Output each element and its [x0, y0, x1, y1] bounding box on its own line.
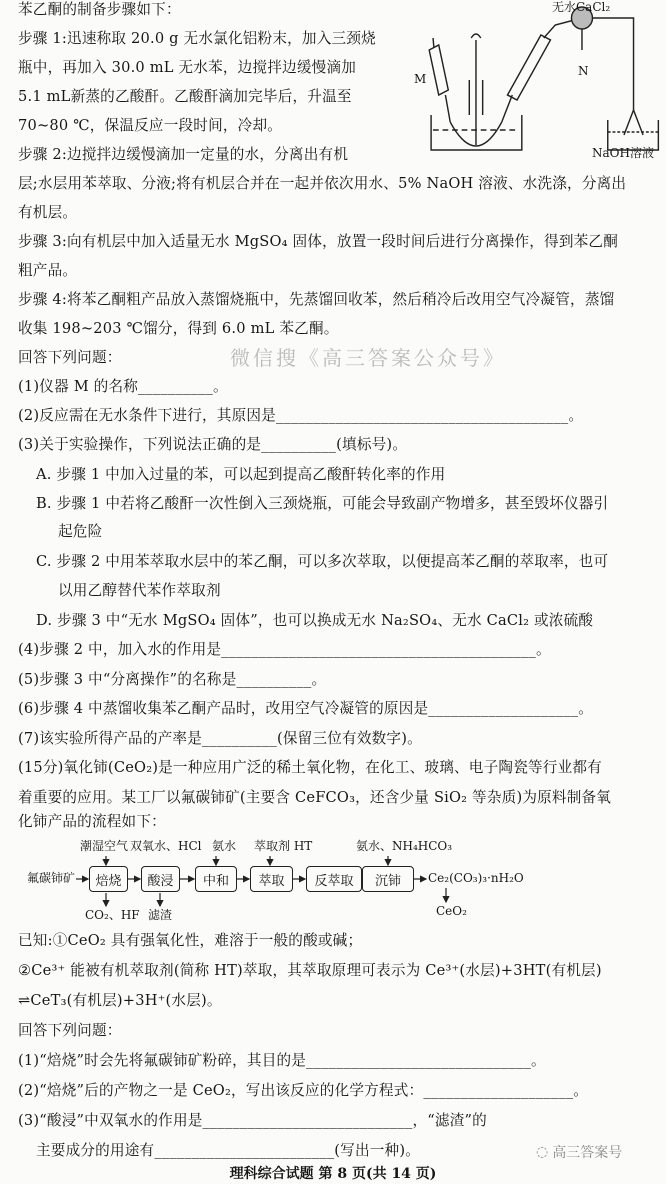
text-line: 步骤 4:将苯乙酮粗产品放入蒸馏烧瓶中，先蒸馏回收苯，然后稍冷后改用空气冷凝管，蒸馏 [18, 291, 615, 308]
text-line: 步骤 3:向有机层中加入适量无水 MgSO₄ 固体，放置一段时间后进行分离操作，得到苯乙酮 [18, 233, 619, 250]
flow-input: 氟碳铈矿 [27, 871, 76, 885]
text-line: 着重要的应用。某工厂以氟碳铈矿(主要含 CeFCO₃，还含少量 SiO₂ 等杂质)为原料制备氧 [18, 789, 612, 806]
apparatus-drawing-icon [412, 0, 666, 160]
text-line: (1)“焙烧”时会先将氟碳铈矿粉碎，其目的是______________________________。 [18, 1052, 546, 1069]
beaker-label: NaOH溶液 [592, 146, 654, 160]
text-line: (5)步骤 3 中“分离操作”的名称是__________。 [18, 671, 327, 688]
text-line: (1)仪器 M 的名称__________。 [18, 378, 228, 395]
text-line: (2)反应需在无水条件下进行，其原因是_______________________________________。 [18, 407, 584, 424]
answer-option-line: B. 步骤 1 中若将乙酸酐一次性倒入三颈烧瓶，可能会导致副产物增多，甚至毁坏仪器引 [36, 495, 609, 512]
text-line: 回答下列问题： [18, 349, 122, 366]
wechat-icon: ◌ [536, 1144, 549, 1160]
flow-step-acid-leaching: 酸浸 [141, 866, 180, 892]
text-line: 已知:①CeO₂ 具有强氧化性，难溶于一般的酸或碱； [18, 932, 363, 949]
label-n: N [578, 64, 589, 78]
answer-option-line: 以用乙醇替代苯作萃取剂 [58, 582, 221, 599]
flow-step-back-extraction: 反萃取 [306, 866, 362, 892]
text-line: (15分)氧化铈(CeO₂)是一种应用广泛的稀土氧化物，在化工、玻璃、电子陶瓷等行业都有 [18, 759, 602, 776]
text-line: 主要成分的用途有________________________(写出一种)。 [36, 1142, 421, 1159]
reagent-roasting: 潮湿空气 [80, 839, 129, 853]
text-line: (3)关于实验操作，下列说法正确的是__________(填标号)。 [18, 436, 408, 453]
text-line: 苯乙酮的制备步骤如下： [18, 1, 181, 18]
logo-text: 高三答案号 [552, 1145, 623, 1161]
flow-final-product: CeO₂ [436, 904, 467, 918]
text-line: ⇌CeT₃(有机层)+3H⁺(水层)。 [18, 992, 222, 1009]
label-m: M [414, 72, 427, 86]
reagent-extraction: 萃取剂 HT [254, 839, 313, 853]
text-line: 层;水层用苯萃取、分液;将有机层合并在一起并依次用水、5% NaOH 溶液、水洗涤，分离出 [18, 175, 627, 192]
text-line: 收集 198~203 ℃馏分，得到 6.0 mL 苯乙酮。 [18, 320, 339, 337]
text-line: 5.1 mL新蒸的乙酸酐。乙酸酐滴加完毕后，升温至 [18, 88, 352, 105]
byproduct-roasting: CO₂、HF [85, 908, 140, 922]
flow-step-roasting: 焙烧 [89, 866, 128, 892]
text-line: 步骤 1:迅速称取 20.0 g 无水氯化铝粉末，加入三颈烧 [18, 30, 376, 47]
text-line: ②Ce³⁺ 能被有机萃取剂(简称 HT)萃取，其萃取原理可表示为 Ce³⁺(水层)+3HT(有机层) [18, 962, 602, 979]
watermark: 微信搜《高三答案公众号》 [230, 346, 506, 370]
flow-step-extraction: 萃取 [250, 866, 293, 892]
flow-output: Ce₂(CO₃)₃·nH₂O [428, 871, 524, 885]
text-line: (3)“酸浸”中双氧水的作用是____________________________，“滤渣”的 [18, 1112, 487, 1129]
answer-option-line: D. 步骤 3 中“无水 MgSO₄ 固体”，也可以换成无水 Na₂SO₄、无水 CaCl₂ 或浓硫酸 [36, 612, 594, 629]
answer-option-line: A. 步骤 1 中加入过量的苯，可以起到提高乙酸酐转化率的作用 [36, 466, 446, 483]
text-line: 步骤 2:边搅拌边缓慢滴加一定量的水，分离出有机 [18, 146, 349, 163]
page-footer: 理科综合试题 第 8 页(共 14 页) [229, 1166, 437, 1182]
text-line: 回答下列问题： [18, 1022, 122, 1039]
flow-step-precipitation: 沉铈 [362, 866, 414, 892]
byproduct-residue: 滤渣 [148, 908, 173, 922]
flow-step-neutralization: 中和 [195, 866, 237, 892]
answer-option-line: 起危险 [58, 523, 103, 540]
answer-option-line: C. 步骤 2 中用苯萃取水层中的苯乙酮，可以多次萃取，以便提高苯乙酮的萃取率，也可 [36, 553, 609, 570]
reagent-precipitation: 氨水、NH₄HCO₃ [356, 839, 453, 853]
text-line: 化铈产品的流程如下： [18, 813, 166, 830]
process-flowchart [0, 836, 666, 936]
reagent-neutralization: 氨水 [212, 839, 237, 853]
apparatus-diagram [412, 0, 666, 160]
wechat-logo [536, 1142, 622, 1162]
reagent-acid-leaching: 双氧水、HCl [130, 839, 202, 853]
drying-tube-label: 无水CaCl₂ [552, 0, 611, 14]
text-line: (4)步骤 2 中，加入水的作用是__________________________________________。 [18, 641, 551, 658]
text-line: (7)该实验所得产品的产率是__________(保留三位有效数字)。 [18, 730, 422, 747]
text-line: 有机层。 [18, 204, 78, 221]
text-line: 粗产品。 [18, 262, 78, 279]
text-line: (2)“焙烧”后的产物之一是 CeO₂，写出该反应的化学方程式：____________________。 [18, 1082, 589, 1099]
text-line: (6)步骤 4 中蒸馏收集苯乙酮产品时，改用空气冷凝管的原因是____________________。 [18, 700, 594, 717]
text-line: 70~80 ℃，保温反应一段时间，冷却。 [18, 117, 283, 134]
text-line: 瓶中，再加入 30.0 mL 无水苯，边搅拌边缓慢滴加 [18, 59, 357, 76]
